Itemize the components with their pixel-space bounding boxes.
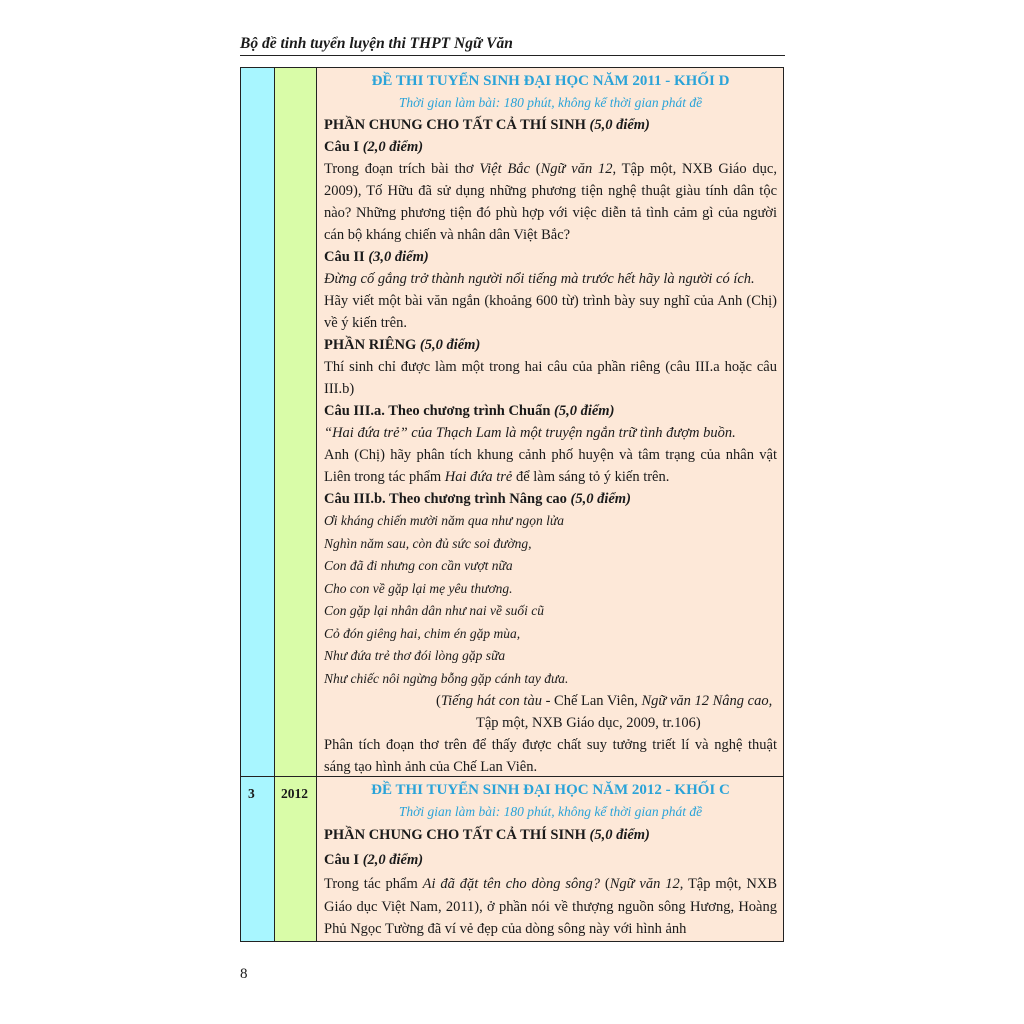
header-rule bbox=[240, 55, 785, 56]
exam-title: ĐỀ THI TUYỂN SINH ĐẠI HỌC NĂM 2011 - KHỐI D bbox=[371, 73, 730, 89]
question-1-heading: Câu I (2,0 điểm) bbox=[324, 852, 424, 868]
year-cell: 2012 bbox=[275, 777, 317, 941]
exam-subtitle: Thời gian làm bài: 180 phút, không kể thời gian phát đề bbox=[398, 804, 703, 819]
question-3a-heading: Câu III.a. Theo chương trình Chuẩn (5,0 điểm) bbox=[324, 403, 615, 419]
number-cell: 3 bbox=[241, 777, 275, 941]
question-1-text: Trong đoạn trích bài thơ Việt Bắc (Ngữ văn 12, Tập một, NXB Giáo dục, 2009), Tố Hữu đã sử dụng những phương tiện nghệ thuật giàu tính dân tộc nào? Những phương tiện đó phù hợp với việc diễn tả tình cảm gì của người cán bộ kháng chiến và nhân dân Việt Bắc? bbox=[324, 161, 777, 243]
page-number: 8 bbox=[240, 966, 248, 982]
poem-citation: (Tiếng hát con tàu - Chế Lan Viên, Ngữ văn 12 Nâng cao, bbox=[436, 693, 773, 709]
question-3a-text: Anh (Chị) hãy phân tích khung cảnh phố huyện và tâm trạng của nhân vật Liên trong tác phẩm Hai đứa trẻ để làm sáng tỏ ý kiến trên. bbox=[324, 447, 777, 485]
part-common-heading: PHẦN CHUNG CHO TẤT CẢ THÍ SINH (5,0 điểm) bbox=[324, 117, 650, 133]
exam-title: ĐỀ THI TUYỂN SINH ĐẠI HỌC NĂM 2012 - KHỐI C bbox=[371, 782, 730, 798]
exam-table bbox=[240, 67, 784, 942]
table-row bbox=[241, 776, 783, 941]
poem-line: Như đứa trẻ thơ đói lòng gặp sữa bbox=[324, 648, 506, 663]
year-cell bbox=[275, 68, 317, 776]
question-3a-quote: “Hai đứa trẻ” của Thạch Lam là một truyện ngắn trữ tình đượm buồn. bbox=[324, 425, 736, 441]
content-cell bbox=[317, 777, 783, 941]
content-cell bbox=[317, 68, 783, 776]
question-2-quote: Đừng cố gắng trở thành người nổi tiếng mà trước hết hãy là người có ích. bbox=[324, 271, 755, 287]
part-private-heading: PHẦN RIÊNG (5,0 điểm) bbox=[324, 337, 481, 353]
poem-citation-line2: Tập một, NXB Giáo dục, 2009, tr.106) bbox=[476, 715, 701, 731]
poem-line: Ơi kháng chiến mười năm qua như ngọn lửa bbox=[324, 513, 565, 528]
question-2-text: Hãy viết một bài văn ngắn (khoảng 600 từ) trình bày suy nghĩ của Anh (Chị) về ý kiến trên. bbox=[324, 293, 777, 331]
poem-line: Nghìn năm sau, còn đủ sức soi đường, bbox=[324, 535, 532, 551]
part-private-text: Thí sinh chỉ được làm một trong hai câu của phần riêng (câu III.a hoặc câu III.b) bbox=[324, 359, 777, 397]
poem bbox=[324, 510, 777, 690]
poem-line: Cỏ đón giêng hai, chim én gặp mùa, bbox=[324, 625, 521, 641]
poem-line: Con đã đi nhưng con cần vượt nữa bbox=[324, 558, 513, 573]
poem-line: Cho con về gặp lại mẹ yêu thương. bbox=[324, 580, 513, 596]
question-1-heading: Câu I (2,0 điểm) bbox=[324, 139, 424, 155]
question-2-heading: Câu II (3,0 điểm) bbox=[324, 249, 429, 265]
question-3b-heading: Câu III.b. Theo chương trình Nâng cao (5,0 điểm) bbox=[324, 491, 631, 507]
poem-line: Như chiếc nôi ngừng bỗng gặp cánh tay đưa. bbox=[324, 670, 569, 686]
exam-subtitle: Thời gian làm bài: 180 phút, không kể thời gian phát đề bbox=[398, 95, 703, 110]
running-head: Bộ đề tinh tuyển luyện thi THPT Ngữ Văn bbox=[240, 35, 513, 52]
question-1-text: Trong tác phẩm Ai đã đặt tên cho dòng sông? (Ngữ văn 12, Tập một, NXB Giáo dục Việt Nam, 2011), ở phần nói về thượng nguồn sông Hương, Hoàng Phủ Ngọc Tường đã ví vẻ đẹp của dòng sông này với hình ảnh bbox=[324, 876, 778, 937]
question-3b-text: Phân tích đoạn thơ trên để thấy được chất suy tưởng triết lí và nghệ thuật sáng tạo hình ảnh của Chế Lan Viên. bbox=[324, 737, 777, 775]
number-cell bbox=[241, 68, 275, 776]
poem-line: Con gặp lại nhân dân như nai về suối cũ bbox=[324, 603, 544, 618]
part-common-heading: PHẦN CHUNG CHO TẤT CẢ THÍ SINH (5,0 điểm) bbox=[324, 827, 650, 843]
table-row bbox=[241, 68, 783, 776]
